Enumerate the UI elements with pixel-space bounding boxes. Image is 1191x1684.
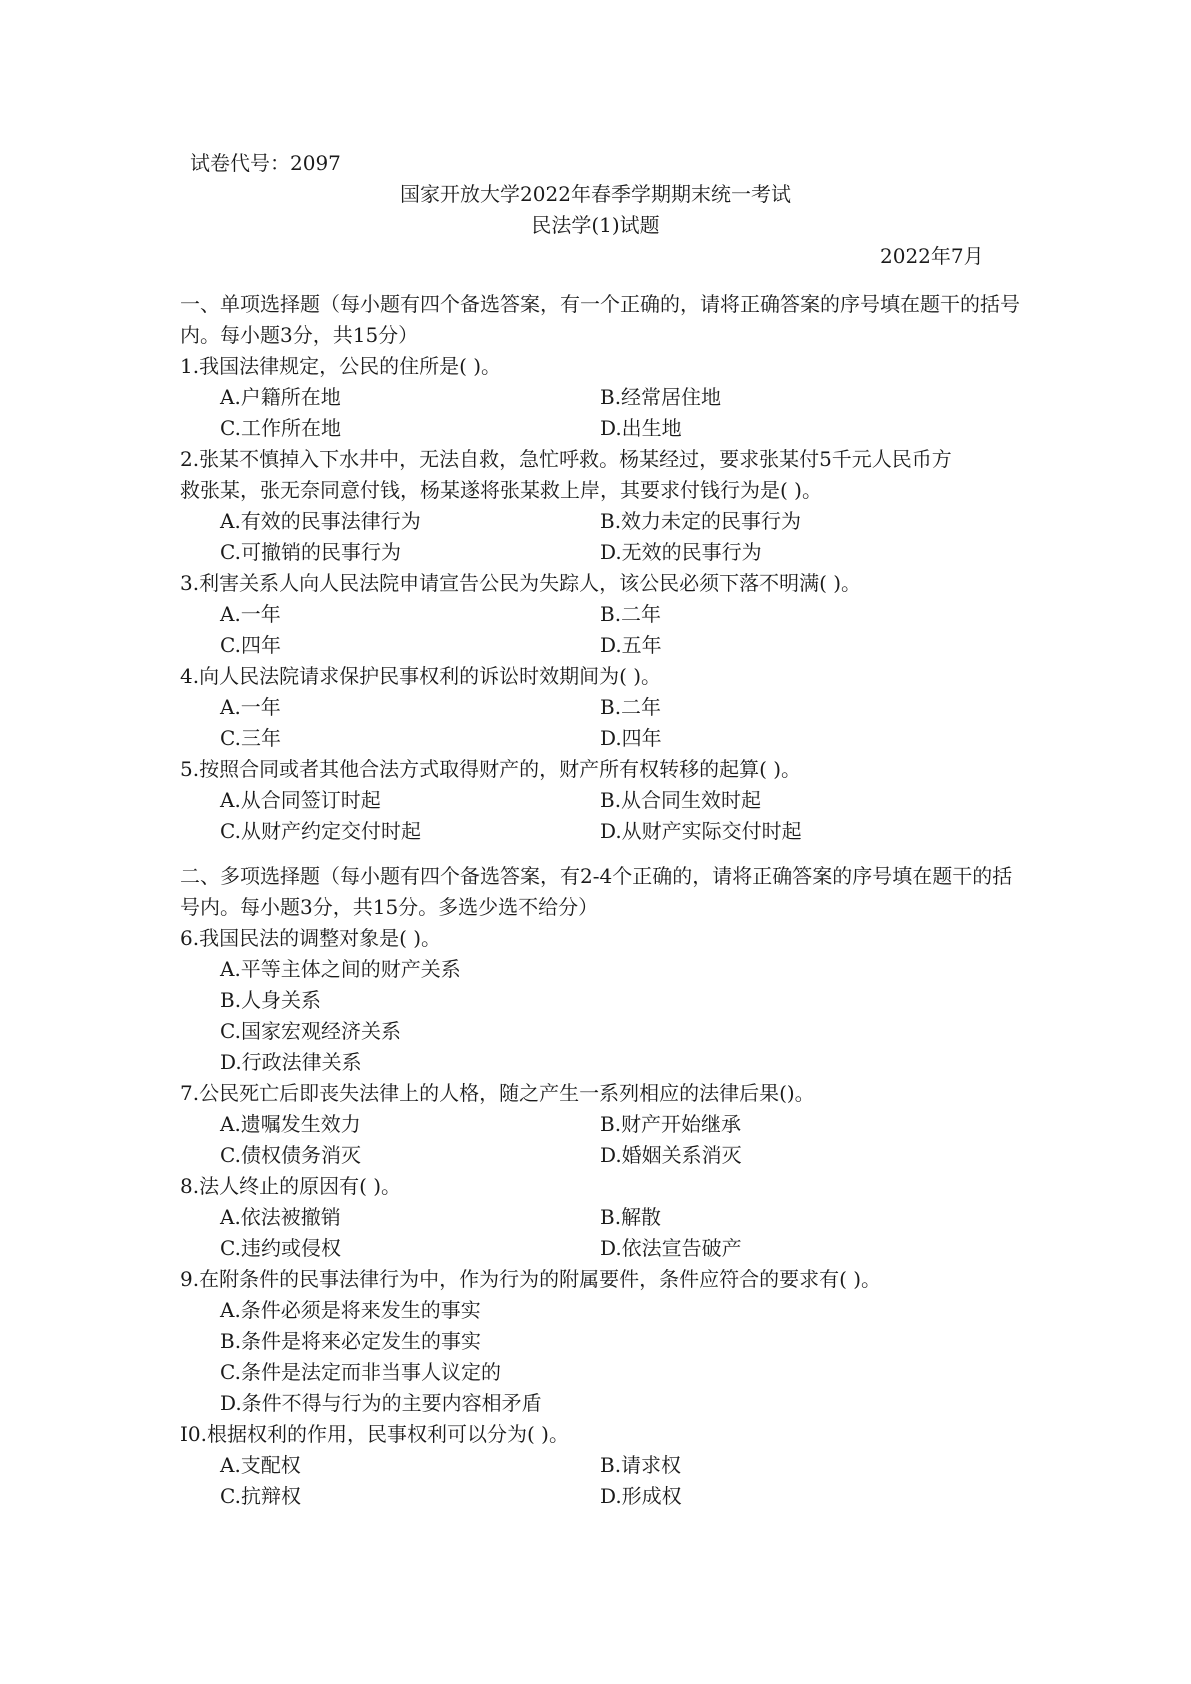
- option-d: D.无效的民事行为: [600, 540, 762, 564]
- option-c: C.可撤销的民事行为: [220, 540, 401, 564]
- question-stem: 3.利害关系人向人民法院申请宣告公民为失踪人，该公民必须下落不明满( )。: [180, 571, 862, 595]
- option-row: [180, 537, 1020, 568]
- option-b: B.从合同生效时起: [600, 788, 762, 812]
- option-row: [180, 1481, 1020, 1512]
- option-c: C.国家宏观经济关系: [220, 1019, 401, 1043]
- question-stem: 5.按照合同或者其他合法方式取得财产的，财产所有权转移的起算( )。: [180, 757, 802, 781]
- option-c: C.三年: [220, 726, 281, 750]
- option-a: A.遗嘱发生效力: [220, 1112, 361, 1136]
- option-a: A.从合同签订时起: [220, 788, 381, 812]
- option-row: [180, 1140, 1020, 1171]
- option-b: B.经常居住地: [600, 385, 722, 409]
- option-b: B.解散: [600, 1205, 662, 1229]
- option-d: D.出生地: [600, 416, 682, 440]
- option-b: B.人身关系: [220, 988, 322, 1012]
- option-row: [180, 630, 1020, 661]
- option-row: [180, 413, 1020, 444]
- option-d: D.依法宣告破产: [600, 1236, 742, 1260]
- question-stem: 2.张某不慎掉入下水井中，无法自救，急忙呼救。杨某经过，要求张某付5千元人民币方: [180, 447, 952, 471]
- option-c: C.条件是法定而非当事人议定的: [220, 1360, 501, 1384]
- option-row: [180, 1202, 1020, 1233]
- option-d: D.四年: [600, 726, 662, 750]
- option-b: B.二年: [600, 602, 662, 626]
- question-stem: 9.在附条件的民事法律行为中，作为行为的附属要件，条件应符合的要求有( )。: [180, 1267, 882, 1291]
- option-row: [180, 506, 1020, 537]
- option-c: C.债权债务消灭: [220, 1143, 361, 1167]
- option-d: D.行政法律关系: [220, 1050, 362, 1074]
- option-row: [180, 1450, 1020, 1481]
- section-heading: 一、单项选择题（每小题有四个备选答案，有一个正确的，请将正确答案的序号填在题干的括号内。每小题3分，共15分）: [180, 292, 1020, 347]
- option-c: C.四年: [220, 633, 281, 657]
- section-single-choice: [180, 289, 1020, 1512]
- option-row: [180, 723, 1020, 754]
- option-a: A.一年: [220, 695, 281, 719]
- option-a: A.支配权: [220, 1453, 301, 1477]
- option-row: [180, 382, 1020, 413]
- question-stem: 7.公民死亡后即丧失法律上的人格，随之产生一系列相应的法律后果()。: [180, 1081, 815, 1105]
- option-b: B.二年: [600, 695, 662, 719]
- question-stem-continued: 救张某，张无奈同意付钱，杨某遂将张某救上岸，其要求付钱行为是( )。: [180, 478, 822, 502]
- option-c: C.从财产约定交付时起: [220, 819, 421, 843]
- option-row: [180, 1109, 1020, 1140]
- option-d: D.形成权: [600, 1484, 682, 1508]
- option-a: A.一年: [220, 602, 281, 626]
- question-stem: 1.我国法律规定，公民的住所是( )。: [180, 354, 502, 378]
- exam-title: 国家开放大学2022年春季学期期末统一考试: [400, 182, 791, 206]
- option-b: B.效力未定的民事行为: [600, 509, 802, 533]
- option-row: [180, 816, 1020, 847]
- question-stem: 4.向人民法院请求保护民事权利的诉讼时效期间为( )。: [180, 664, 662, 688]
- option-a: A.户籍所在地: [220, 385, 341, 409]
- question-stem: 8.法人终止的原因有( )。: [180, 1174, 402, 1198]
- option-row: [180, 599, 1020, 630]
- option-c: C.违约或侵权: [220, 1236, 341, 1260]
- option-a: A.条件必须是将来发生的事实: [220, 1298, 481, 1322]
- option-b: B.条件是将来必定发生的事实: [220, 1329, 482, 1353]
- option-a: A.有效的民事法律行为: [220, 509, 421, 533]
- option-row: [180, 1233, 1020, 1264]
- option-b: B.请求权: [600, 1453, 682, 1477]
- option-d: D.五年: [600, 633, 662, 657]
- option-row: [180, 785, 1020, 816]
- option-d: D.婚姻关系消灭: [600, 1143, 742, 1167]
- option-b: B.财产开始继承: [600, 1112, 742, 1136]
- question-stem: 6.我国民法的调整对象是( )。: [180, 926, 442, 950]
- option-a: A.依法被撤销: [220, 1205, 341, 1229]
- question-stem: I0.根据权利的作用，民事权利可以分为( )。: [180, 1422, 569, 1446]
- option-row: [180, 692, 1020, 723]
- paper-code: 试卷代号：2097: [190, 151, 341, 175]
- exam-date: 2022年7月: [880, 244, 984, 268]
- option-c: C.工作所在地: [220, 416, 341, 440]
- option-d: D.从财产实际交付时起: [600, 819, 802, 843]
- section-heading: 二、多项选择题（每小题有四个备选答案，有2-4个正确的，请将正确答案的序号填在题干的括号内。每小题3分，共15分。多选少选不给分）: [180, 864, 1013, 919]
- exam-subtitle: 民法学(1)试题: [531, 213, 660, 237]
- option-c: C.抗辩权: [220, 1484, 301, 1508]
- section-gap: [180, 847, 1020, 861]
- option-a: A.平等主体之间的财产关系: [220, 957, 461, 981]
- option-d: D.条件不得与行为的主要内容相矛盾: [220, 1391, 542, 1415]
